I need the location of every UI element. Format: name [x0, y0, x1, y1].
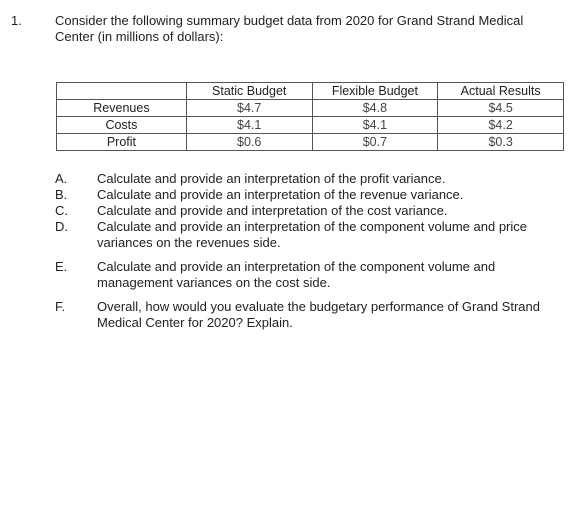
header-blank	[57, 83, 187, 100]
header-flexible-budget: Flexible Budget	[312, 83, 438, 100]
header-actual-results: Actual Results	[438, 83, 564, 100]
cell-actual: $0.3	[438, 134, 564, 151]
cell-static: $4.7	[186, 100, 312, 117]
question-intro: Consider the following summary budget data from 2020 for Grand Strand Medical Center (in millions of dollars):	[55, 13, 524, 44]
item-text: Calculate and provide and interpretation of the cost variance.	[97, 203, 448, 218]
item-letter: E.	[55, 259, 68, 274]
row-label: Costs	[57, 117, 187, 134]
header-static-budget: Static Budget	[186, 83, 312, 100]
cell-static: $0.6	[186, 134, 312, 151]
item-letter: A.	[55, 171, 68, 186]
row-label: Revenues	[57, 100, 187, 117]
list-item-d	[55, 219, 555, 251]
question-list	[55, 171, 555, 331]
table-row-costs	[57, 117, 564, 134]
cell-actual: $4.5	[438, 100, 564, 117]
item-letter: C.	[55, 203, 68, 218]
item-text: Calculate and provide an interpretation of the component volume and price variances on the revenues side.	[97, 219, 527, 250]
list-item-a	[55, 171, 555, 187]
table-row-revenues	[57, 100, 564, 117]
item-text: Calculate and provide an interpretation of the profit variance.	[97, 171, 446, 186]
budget-table	[56, 82, 564, 151]
cell-static: $4.1	[186, 117, 312, 134]
list-item-f	[55, 299, 555, 331]
row-label: Profit	[57, 134, 187, 151]
list-item-c	[55, 203, 555, 219]
cell-flexible: $4.1	[312, 117, 438, 134]
list-item-e	[55, 259, 555, 291]
cell-actual: $4.2	[438, 117, 564, 134]
list-item-b	[55, 187, 555, 203]
item-letter: B.	[55, 187, 68, 202]
item-text: Overall, how would you evaluate the budgetary performance of Grand Strand Medical Center for 2020? Explain.	[97, 299, 540, 330]
cell-flexible: $4.8	[312, 100, 438, 117]
item-letter: D.	[55, 219, 68, 234]
cell-flexible: $0.7	[312, 134, 438, 151]
item-text: Calculate and provide an interpretation of the component volume and management variances on the cost side.	[97, 259, 496, 290]
table-header-row	[57, 83, 564, 100]
item-letter: F.	[55, 299, 66, 314]
question-number: 1.	[11, 13, 22, 28]
item-text: Calculate and provide an interpretation of the revenue variance.	[97, 187, 464, 202]
table-row-profit	[57, 134, 564, 151]
